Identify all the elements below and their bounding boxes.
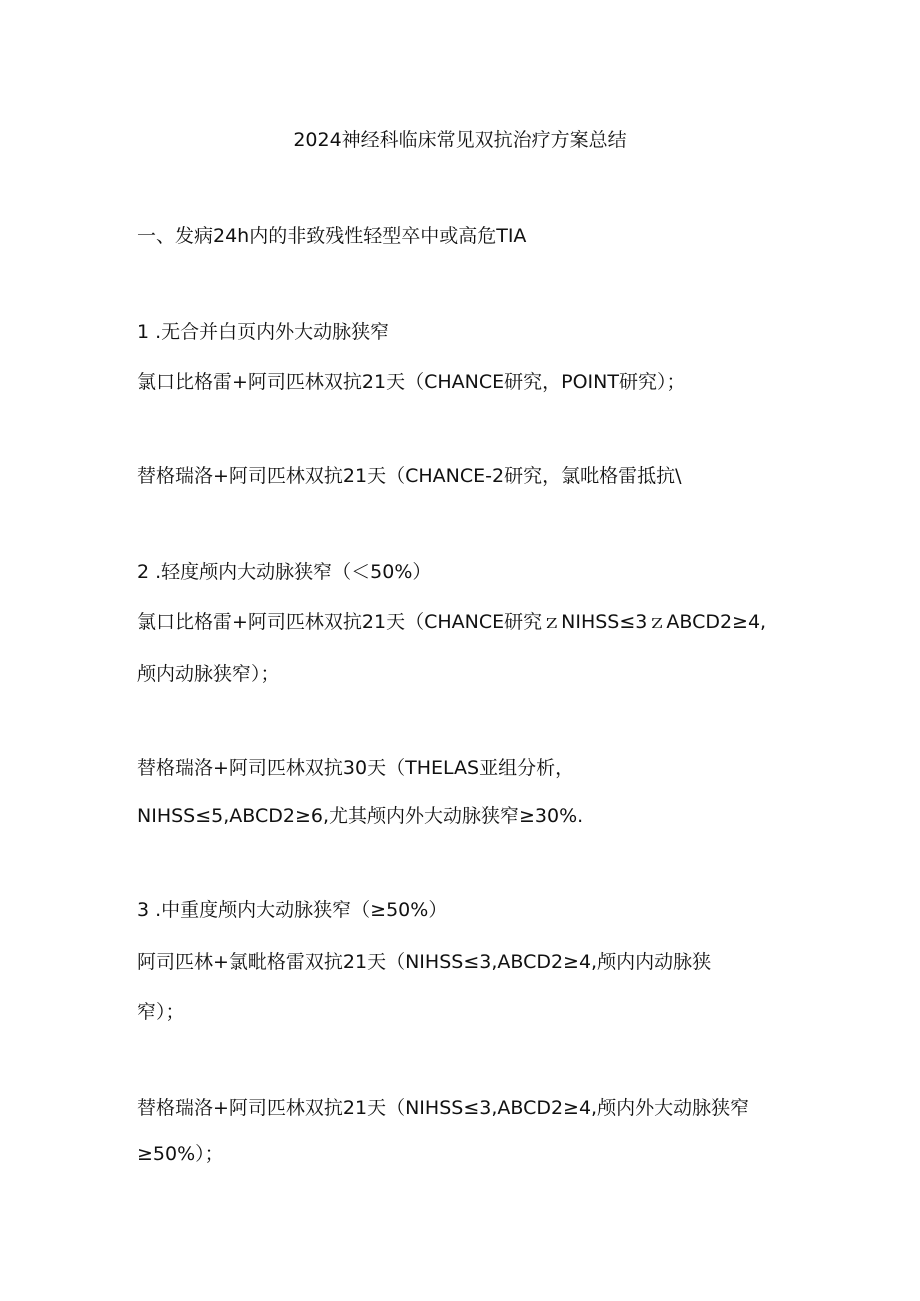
item-heading-1: 1 .无合并白页内外大动脉狭窄 [137,321,390,343]
item3-line-2: 窄）； [137,1001,185,1023]
item2-line-3: 替格瑞洛+阿司匹林双抗30天（THELAS亚组分析， [137,757,575,779]
item-heading-3: 3 .中重度颅内大动脉狭窄（≥50%） [137,899,448,921]
item3-line-1: 阿司匹林+氯毗格雷双抗21天（NIHSS≤3,ABCD2≥4,颅内内动脉狭 [137,951,712,973]
item1-line-2: 替格瑞洛+阿司匹林双抗21天（CHANCE-2研究，氯吡格雷抵抗\ [137,465,682,487]
section-heading: 一、发病24h内的非致残性轻型卒中或高危TIA [137,225,527,247]
item-heading-2: 2 .轻度颅内大动脉狭窄（＜50%） [137,561,432,583]
item1-line-1: 氯口比格雷+阿司匹林双抗21天（CHANCE研究，POINT研究）； [137,371,686,393]
item3-line-3: 替格瑞洛+阿司匹林双抗21天（NIHSS≤3,ABCD2≥4,颅内外大动脉狭窄 [137,1097,750,1119]
item2-line-2: 颅内动脉狭窄）； [137,663,280,685]
item2-line-1: 氯口比格雷+阿司匹林双抗21天（CHANCE研究ｚNIHSS≤3ｚABCD2≥4, [137,611,767,633]
item3-line-4: ≥50%）； [137,1143,224,1165]
document-title: 2024神经科临床常见双抗治疗方案总结 [293,129,627,151]
item2-line-4: NIHSS≤5,ABCD2≥6,尤其颅内外大动脉狭窄≥30%. [137,805,584,827]
